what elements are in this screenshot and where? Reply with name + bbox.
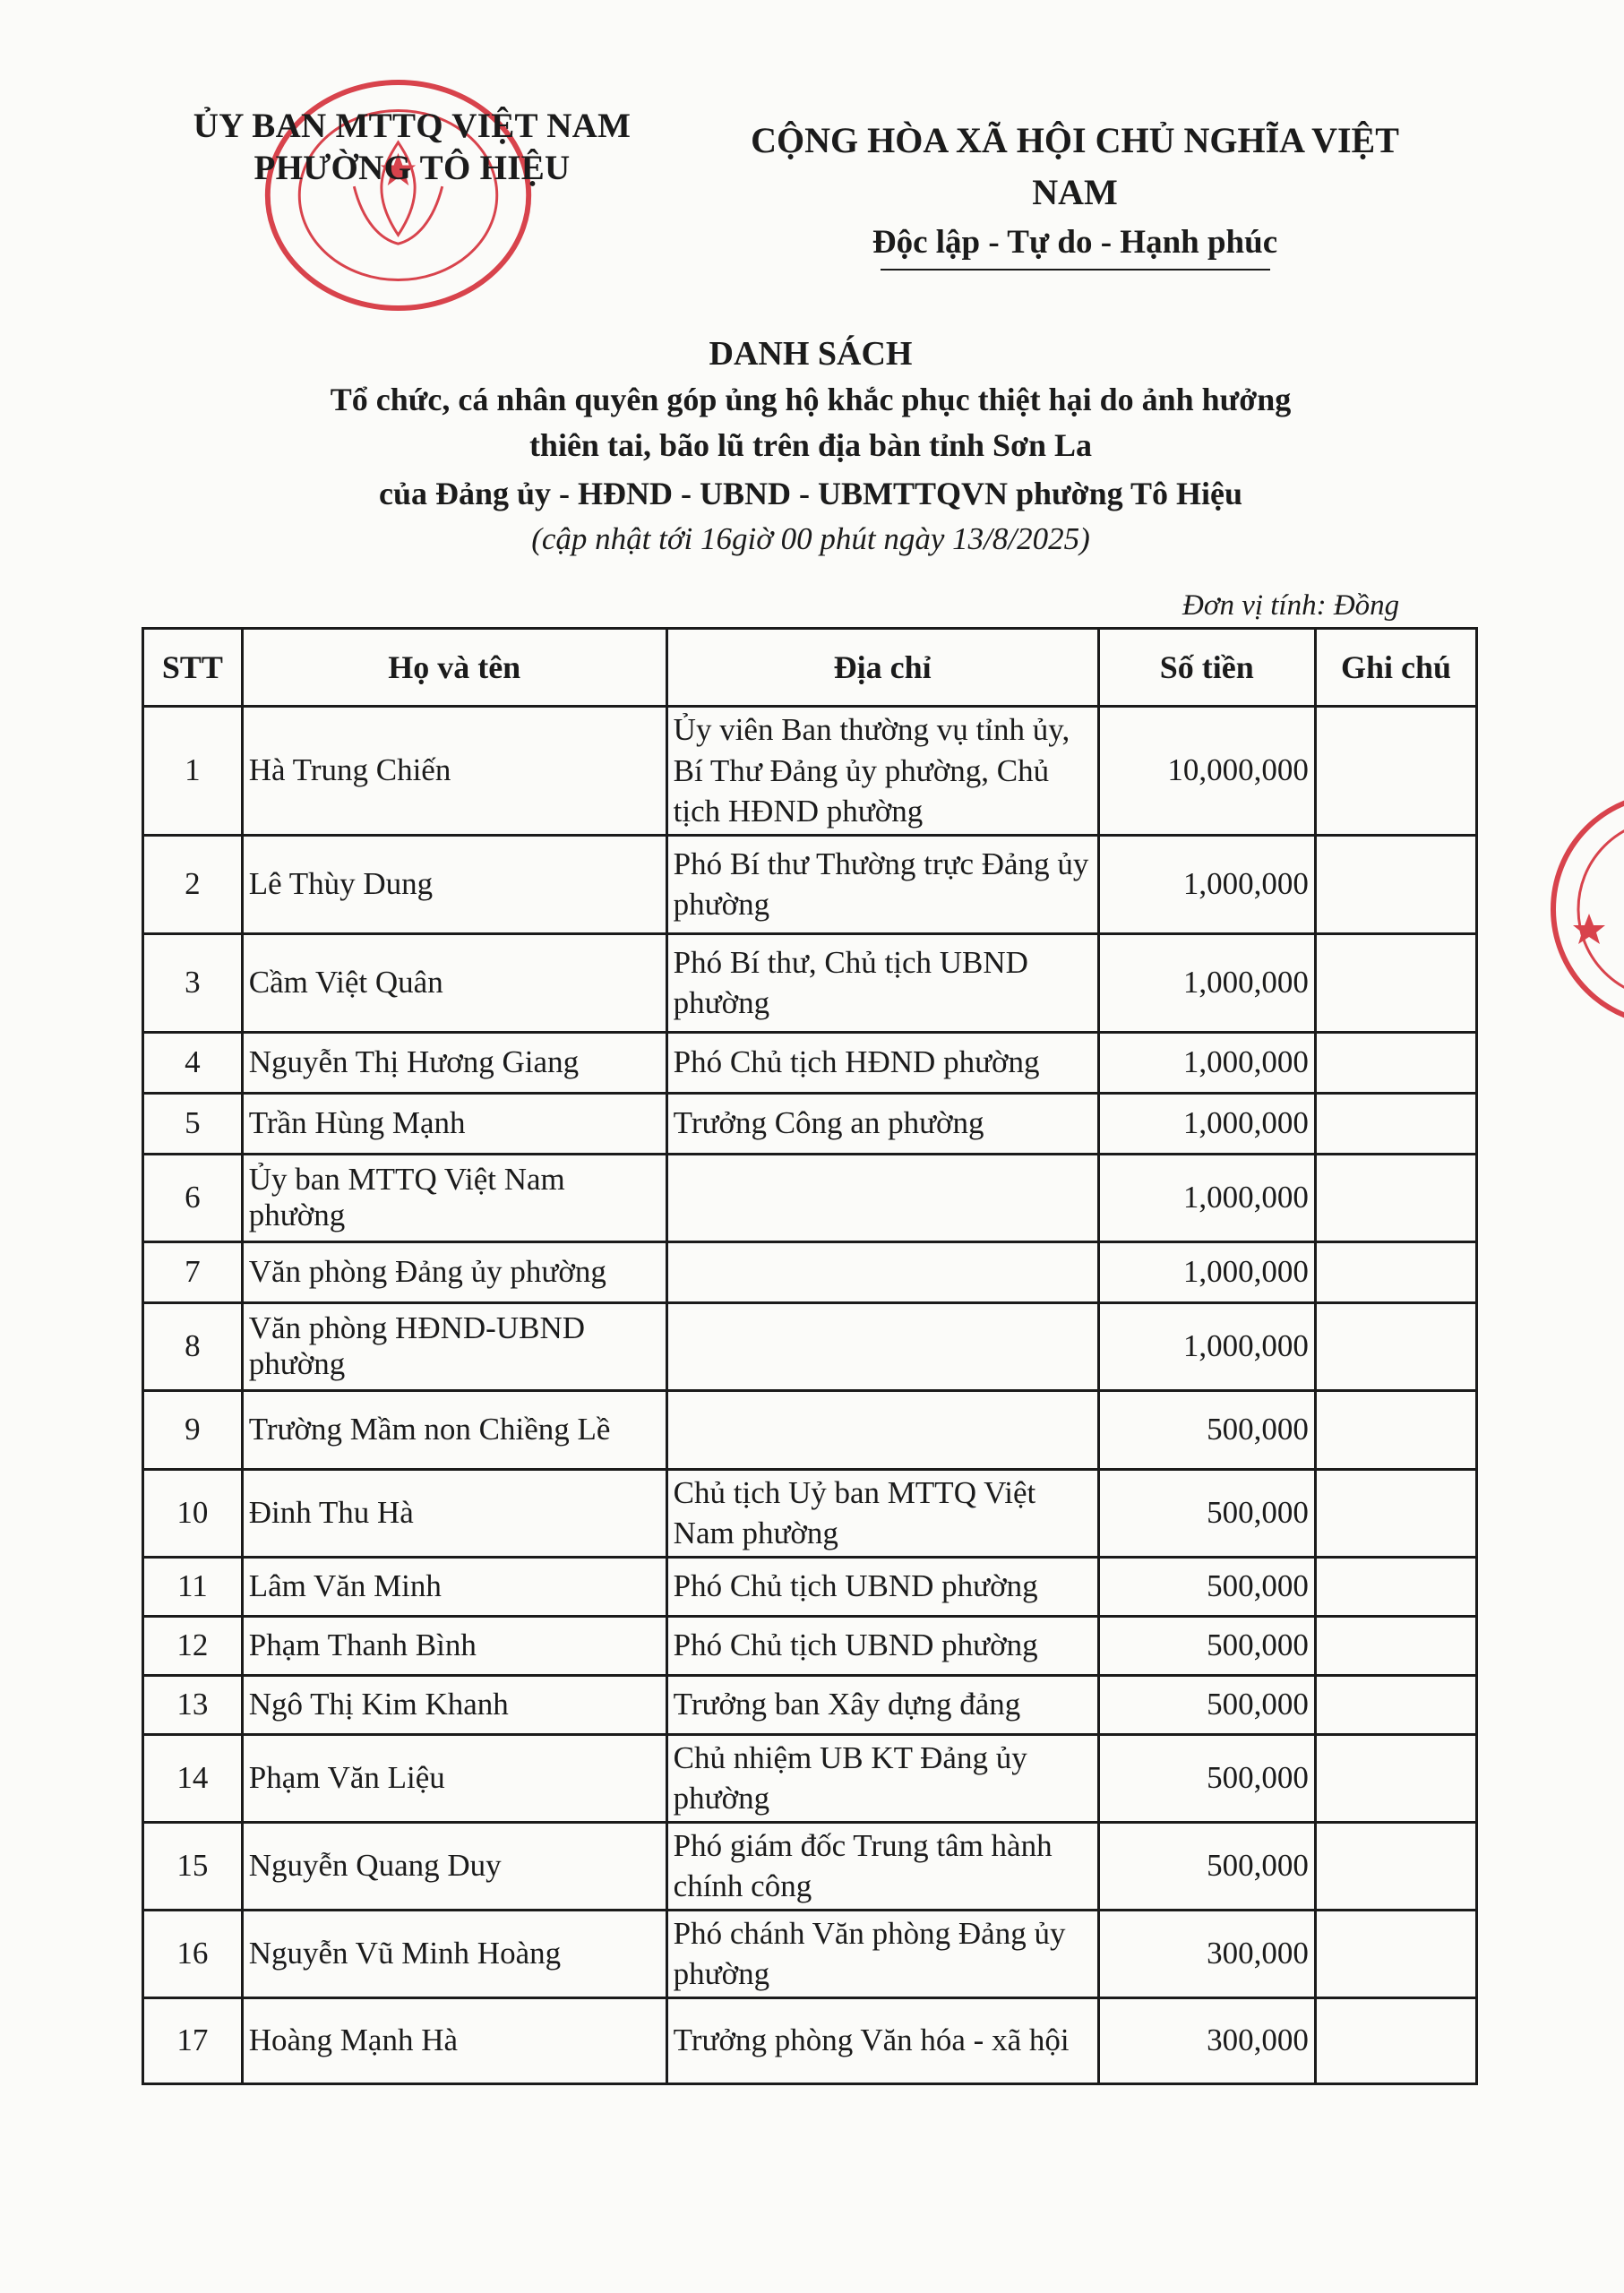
table-row [143, 1032, 1477, 1093]
cell-stt: 11 [143, 1557, 243, 1616]
cell-note [1315, 1032, 1476, 1093]
cell-name: Hà Trung Chiến [242, 707, 666, 836]
cell-note [1315, 1302, 1476, 1390]
cell-name: Văn phòng HĐND-UBND phường [242, 1302, 666, 1390]
cell-name: Văn phòng Đảng ủy phường [242, 1241, 666, 1302]
title-line-1: DANH SÁCH [709, 335, 913, 373]
cell-name: Ủy ban MTTQ Việt Nam phường [242, 1154, 666, 1241]
national-header [708, 115, 1442, 271]
cell-stt: 12 [143, 1616, 243, 1675]
cell-address: Trưởng phòng Văn hóa - xã hội [666, 1997, 1098, 2083]
table-row [143, 1557, 1477, 1616]
table-row [143, 1390, 1477, 1469]
table-row [143, 1469, 1477, 1557]
cell-stt: 5 [143, 1093, 243, 1154]
table-row [143, 835, 1477, 933]
update-note: (cập nhật tới 16giờ 00 phút ngày 13/8/2025) [531, 521, 1090, 557]
cell-amount: 300,000 [1098, 1910, 1315, 1997]
cell-note [1315, 1822, 1476, 1910]
table-row [143, 1997, 1477, 2083]
title-line-2: Tổ chức, cá nhân quyên góp ủng hộ khắc phục thiệt hại do ảnh hưởng [330, 382, 1292, 418]
national-motto: Độc lập - Tự do - Hạnh phúc [872, 224, 1278, 261]
national-title: CỘNG HÒA XÃ HỘI CHỦ NGHĨA VIỆT NAM [751, 120, 1399, 212]
motto-underline [881, 269, 1270, 271]
cell-stt: 3 [143, 933, 243, 1032]
document-title [206, 331, 1415, 563]
cell-stt: 17 [143, 1997, 243, 2083]
cell-note [1315, 835, 1476, 933]
table-row [143, 707, 1477, 836]
cell-name: Lâm Văn Minh [242, 1557, 666, 1616]
table-row [143, 1093, 1477, 1154]
cell-amount: 500,000 [1098, 1469, 1315, 1557]
cell-stt: 8 [143, 1302, 243, 1390]
cell-note [1315, 1557, 1476, 1616]
cell-name: Hoàng Mạnh Hà [242, 1997, 666, 2083]
table-row [143, 1241, 1477, 1302]
cell-note [1315, 1154, 1476, 1241]
cell-amount: 500,000 [1098, 1557, 1315, 1616]
cell-address: Phó Chủ tịch UBND phường [666, 1557, 1098, 1616]
cell-note [1315, 1997, 1476, 2083]
cell-amount: 10,000,000 [1098, 707, 1315, 836]
cell-amount: 1,000,000 [1098, 1241, 1315, 1302]
cell-amount: 500,000 [1098, 1822, 1315, 1910]
header-address: Địa chỉ [666, 629, 1098, 707]
cell-name: Nguyễn Thị Hương Giang [242, 1032, 666, 1093]
cell-stt: 4 [143, 1032, 243, 1093]
table-row [143, 1910, 1477, 1997]
issuer-line-1: ỦY BAN MTTQ VIỆT NAM [193, 107, 632, 145]
table-row [143, 1822, 1477, 1910]
table-row [143, 1154, 1477, 1241]
cell-amount: 1,000,000 [1098, 835, 1315, 933]
cell-amount: 1,000,000 [1098, 1093, 1315, 1154]
cell-address: Chủ nhiệm UB KT Đảng ủy phường [666, 1734, 1098, 1822]
cell-address [666, 1302, 1098, 1390]
cell-address: Phó giám đốc Trung tâm hành chính công [666, 1822, 1098, 1910]
cell-amount: 300,000 [1098, 1997, 1315, 2083]
issuer-line-2: PHƯỜNG TÔ HIỆU [253, 148, 571, 187]
unit-label: Đơn vị tính: Đồng [1182, 589, 1400, 622]
table-header-row [143, 629, 1477, 707]
cell-name: Nguyễn Quang Duy [242, 1822, 666, 1910]
cell-address [666, 1154, 1098, 1241]
cell-name: Trần Hùng Mạnh [242, 1093, 666, 1154]
cell-address: Phó chánh Văn phòng Đảng ủy phường [666, 1910, 1098, 1997]
header-name: Họ và tên [242, 629, 666, 707]
cell-name: Nguyễn Vũ Minh Hoàng [242, 1910, 666, 1997]
cell-stt: 13 [143, 1675, 243, 1734]
header-amount: Số tiền [1098, 629, 1315, 707]
cell-address: Trưởng Công an phường [666, 1093, 1098, 1154]
cell-address [666, 1241, 1098, 1302]
cell-note [1315, 933, 1476, 1032]
table-row [143, 1675, 1477, 1734]
table-row [143, 1734, 1477, 1822]
cell-stt: 6 [143, 1154, 243, 1241]
cell-address: Chủ tịch Uỷ ban MTTQ Việt Nam phường [666, 1469, 1098, 1557]
cell-stt: 10 [143, 1469, 243, 1557]
cell-note [1315, 1910, 1476, 1997]
cell-stt: 16 [143, 1910, 243, 1997]
title-line-4: của Đảng ủy - HĐND - UBND - UBMTTQVN phường Tô Hiệu [379, 476, 1242, 512]
cell-note [1315, 1241, 1476, 1302]
cell-name: Phạm Văn Liệu [242, 1734, 666, 1822]
cell-address: Phó Bí thư Thường trực Đảng ủy phường [666, 835, 1098, 933]
cell-name: Đinh Thu Hà [242, 1469, 666, 1557]
cell-stt: 1 [143, 707, 243, 836]
cell-note [1315, 1469, 1476, 1557]
donation-table [142, 627, 1478, 2085]
cell-address: Trưởng ban Xây dựng đảng [666, 1675, 1098, 1734]
cell-amount: 1,000,000 [1098, 1302, 1315, 1390]
cell-note [1315, 707, 1476, 836]
cell-amount: 500,000 [1098, 1616, 1315, 1675]
cell-address: Phó Bí thư, Chủ tịch UBND phường [666, 933, 1098, 1032]
cell-name: Cầm Việt Quân [242, 933, 666, 1032]
title-line-3: thiên tai, bão lũ trên địa bàn tỉnh Sơn La [528, 426, 1093, 463]
header-note: Ghi chú [1315, 629, 1476, 707]
cell-address [666, 1390, 1098, 1469]
cell-amount: 500,000 [1098, 1734, 1315, 1822]
cell-amount: 500,000 [1098, 1390, 1315, 1469]
cell-note [1315, 1616, 1476, 1675]
cell-stt: 2 [143, 835, 243, 933]
cell-address: Phó Chủ tịch UBND phường [666, 1616, 1098, 1675]
cell-stt: 9 [143, 1390, 243, 1469]
header-stt: STT [143, 629, 243, 707]
official-seal-right [1542, 779, 1624, 1039]
cell-note [1315, 1093, 1476, 1154]
cell-name: Trường Mầm non Chiềng Lề [242, 1390, 666, 1469]
table-row [143, 933, 1477, 1032]
cell-name: Phạm Thanh Bình [242, 1616, 666, 1675]
cell-amount: 1,000,000 [1098, 1032, 1315, 1093]
cell-amount: 500,000 [1098, 1675, 1315, 1734]
cell-stt: 7 [143, 1241, 243, 1302]
cell-note [1315, 1675, 1476, 1734]
issuer-header [157, 106, 667, 190]
cell-amount: 1,000,000 [1098, 1154, 1315, 1241]
cell-stt: 14 [143, 1734, 243, 1822]
cell-name: Lê Thùy Dung [242, 835, 666, 933]
cell-name: Ngô Thị Kim Khanh [242, 1675, 666, 1734]
cell-note [1315, 1734, 1476, 1822]
cell-note [1315, 1390, 1476, 1469]
cell-address: Ủy viên Ban thường vụ tỉnh ủy, Bí Thư Đảng ủy phường, Chủ tịch HĐND phường [666, 707, 1098, 836]
cell-address: Phó Chủ tịch HĐND phường [666, 1032, 1098, 1093]
table-row [143, 1302, 1477, 1390]
cell-stt: 15 [143, 1822, 243, 1910]
cell-amount: 1,000,000 [1098, 933, 1315, 1032]
table-row [143, 1616, 1477, 1675]
